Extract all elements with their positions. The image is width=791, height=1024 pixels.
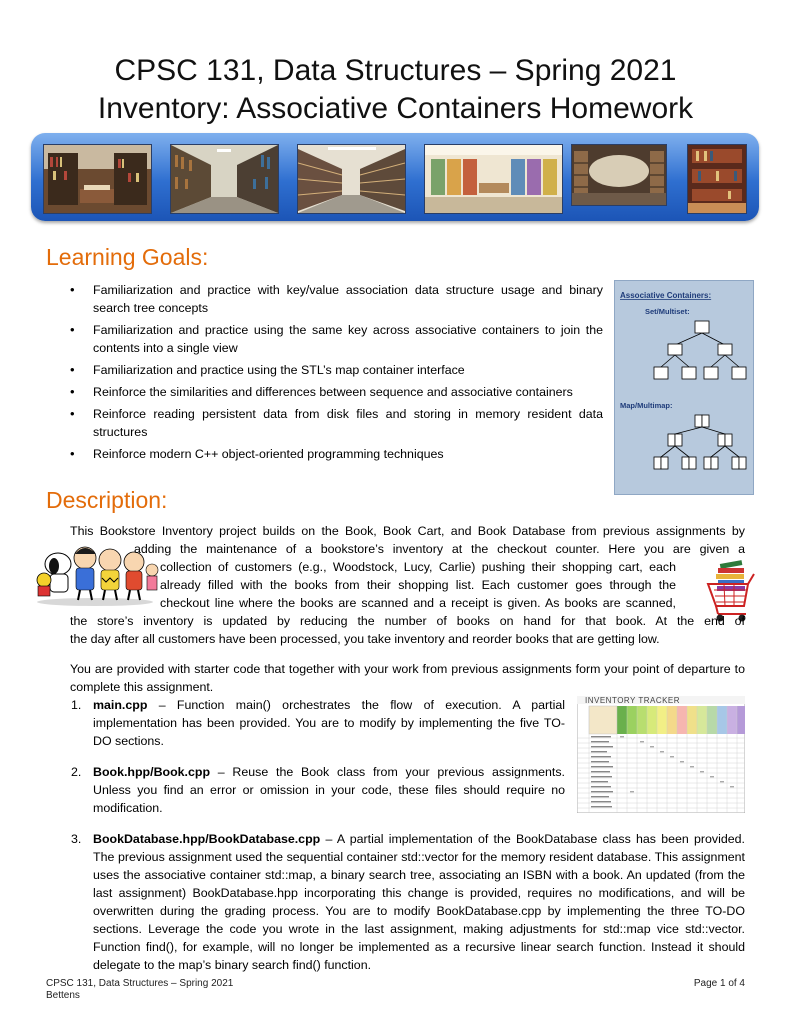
item-number: 2.	[71, 765, 82, 779]
tree-diagram	[615, 281, 753, 494]
tracker-title: INVENTORY TRACKER	[585, 696, 681, 705]
bookstore-aisle-photo	[170, 144, 279, 214]
inventory-tracker-image	[577, 696, 745, 813]
description-text: collection of customers (e.g., Woodstock, Lucy, Carlie) pushing their shopping cart, each	[160, 560, 676, 574]
diagram-title: Associative Containers:	[620, 291, 712, 300]
diagram-map-label: Map/Multimap:	[620, 401, 673, 410]
description-text: checkout line where the books are scanned and a receipt is given. As books are scanned,	[160, 596, 676, 610]
starter-code-paragraph: You are provided with starter code that together with your work from previous assignments form your point of departure to complete this assignment.	[70, 662, 745, 694]
book-hpp-item	[93, 763, 565, 817]
list-item: • Reinforce modern C++ object-oriented programming techniques	[70, 445, 603, 463]
library-stacks-photo	[297, 144, 406, 214]
item-description: – A partial implementation of the BookDatabase class has been provided. The previous assignment used the sequential container std::vector for the memory resident database. This assignment uses the associative container std::map, a binary search tree, associating an ISBN with a book. An updated (from the last assignment) BookDatabase.hpp incorporating this change is provided, requires no modifications, and will be overwritten during the grading process. You are to modify BookDatabase.cpp by implementing the three TO-DO sections. Leverage the code you wrote in the last assignment, making adjustments for std::map vice std::vector. Function find(), for example, will no longer be implemented as a recursive linear search function. Instead it should delegate to the map’s binary search find() function.	[93, 832, 745, 972]
list-item: • Familiarization and practice using the same key across associative containers to join the contents into a single view	[70, 321, 603, 357]
item-number: 3.	[71, 832, 82, 846]
library-gallery-photo	[571, 144, 667, 206]
learning-goals-list	[70, 281, 603, 467]
page-title-line1: CPSC 131, Data Structures – Spring 2021	[114, 54, 677, 87]
item-description: – Reuse the Book class from your previous assignments. Unless you find an error or omission in your code, these files should require no modification.	[93, 765, 565, 815]
description-text: already filled with the books from their shopping list. Each customer goes through the	[160, 578, 676, 592]
list-item: • Familiarization and practice with key/value association data structure usage and binary search tree concepts	[70, 281, 603, 317]
bookdatabase-item	[93, 830, 745, 974]
footer-page-number: Page 1 of 4	[693, 978, 745, 989]
list-item: • Reinforce reading persistent data from disk files and storing in memory resident data structures	[70, 405, 603, 441]
description-text: adding the maintenance of a bookstore’s inventory at the checkout counter. Here you are given a	[134, 542, 745, 556]
bookstore-photo	[43, 144, 152, 214]
footer-course: CPSC 131, Data Structures – Spring 2021	[46, 978, 234, 989]
bookstore-interior-photo	[424, 144, 563, 214]
diagram-set-label: Set/Multiset:	[645, 307, 690, 316]
banner	[31, 133, 759, 221]
list-item: • Reinforce the similarities and differences between sequence and associative containers	[70, 383, 603, 401]
description-text: This Bookstore Inventory project builds on the Book, Book Cart, and Book Database from previous assignments by	[70, 524, 745, 538]
item-number: 1.	[71, 698, 82, 712]
associative-containers-diagram	[614, 280, 754, 495]
main-cpp-item	[93, 696, 565, 750]
library-shelves-photo	[687, 144, 747, 214]
description-text: the store’s inventory is updated by reducing the number of books on hand for that book. At the end of	[70, 614, 745, 628]
item-filename: Book.hpp/Book.cpp	[93, 765, 211, 779]
footer-author: Bettens	[46, 990, 80, 1001]
description-heading: Description:	[46, 487, 168, 513]
item-filename: BookDatabase.hpp/BookDatabase.cpp	[93, 832, 321, 846]
item-description: – Function main() orchestrates the flow of execution. A partial implementation has been provided. You are to modify by implementing the five TO-DO sections.	[93, 698, 565, 748]
description-text: the day after all customers have been processed, you take inventory and reorder books that are getting low.	[70, 632, 660, 646]
list-item: • Familiarization and practice using the STL’s map container interface	[70, 361, 603, 379]
learning-goals-heading: Learning Goals:	[46, 244, 209, 270]
page-title-line2: Inventory: Associative Containers Homework	[97, 92, 694, 125]
item-filename: main.cpp	[93, 698, 148, 712]
